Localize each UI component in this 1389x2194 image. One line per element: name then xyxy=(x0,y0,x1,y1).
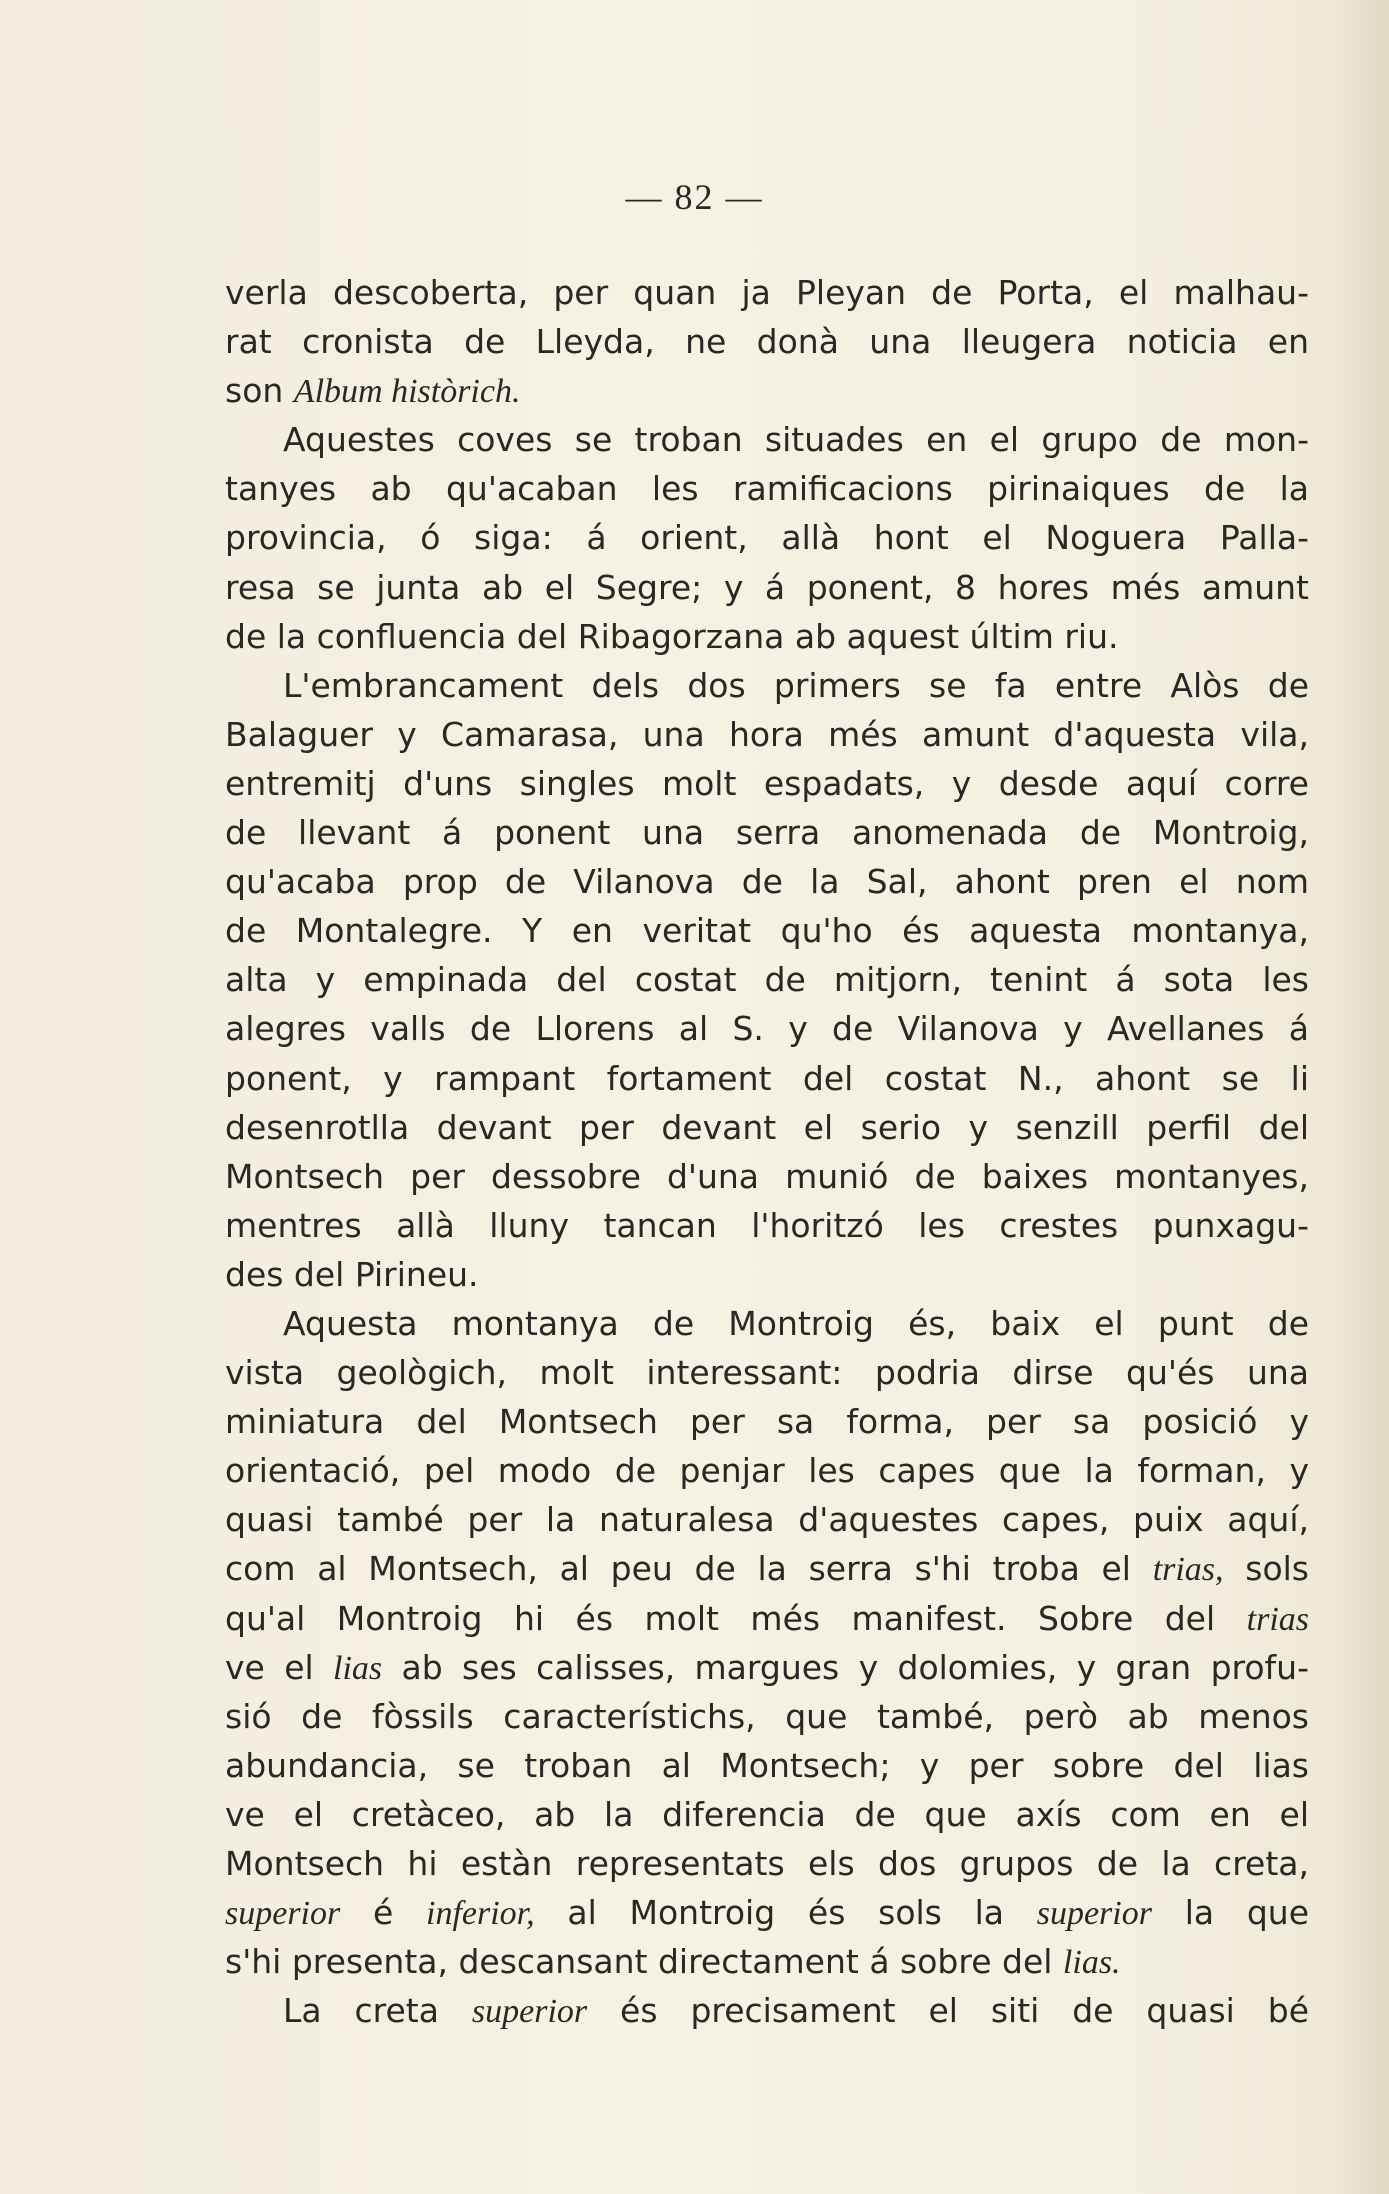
text-line xyxy=(225,1643,1309,1692)
text-line xyxy=(225,1544,1309,1593)
page-edge-shadow xyxy=(1329,0,1389,2194)
text-segment: sió de fòssils característichs, que també, però ab menos xyxy=(225,1696,1309,1736)
text-segment: és precisament el siti de quasi bé xyxy=(587,1991,1309,2031)
text-line xyxy=(225,563,1309,612)
italic-text: lias. xyxy=(1062,1944,1121,1982)
text-segment: son xyxy=(225,371,294,411)
text-line xyxy=(225,1054,1309,1103)
text-segment: Aquestes coves se troban situades en el grupo de mon- xyxy=(283,420,1309,460)
text-line xyxy=(225,1790,1309,1839)
text-line xyxy=(225,1103,1309,1152)
text-line xyxy=(225,1594,1309,1643)
text-segment: entremitj d'uns singles molt espadats, y desde aquí corre xyxy=(225,763,1309,803)
text-segment: resa se junta ab el Segre; y á ponent, 8 hores més amunt xyxy=(225,567,1309,607)
text-line xyxy=(225,1348,1309,1397)
text-line xyxy=(225,759,1309,808)
text-segment: Balaguer y Camarasa, una hora més amunt d'aquesta vila, xyxy=(225,714,1309,754)
text-line xyxy=(225,857,1309,906)
text-segment: qu'acaba prop de Vilanova de la Sal, ahont pren el nom xyxy=(225,862,1309,902)
text-segment: ve el cretàceo, ab la diferencia de que axís com en el xyxy=(225,1794,1309,1834)
text-segment: de Montalegre. Y en veritat qu'ho és aquesta montanya, xyxy=(225,911,1309,951)
text-segment: des del Pirineu. xyxy=(225,1254,479,1294)
text-line xyxy=(225,612,1309,661)
text-segment: qu'al Montroig hi és molt més manifest. Sobre del xyxy=(225,1598,1247,1638)
text-segment: miniatura del Montsech per sa forma, per sa posició y xyxy=(225,1402,1309,1442)
text-line xyxy=(225,1888,1309,1937)
text-segment: Montsech per dessobre d'una munió de baixes montanyes, xyxy=(225,1156,1309,1196)
page-number: — 82 — xyxy=(625,177,764,217)
text-segment: de la confluencia del Ribagorzana ab aquest últim riu. xyxy=(225,616,1119,656)
text-line xyxy=(225,906,1309,955)
text-line xyxy=(225,1299,1309,1348)
text-line xyxy=(225,1446,1309,1495)
italic-text: lias xyxy=(333,1649,383,1687)
text-line xyxy=(225,268,1309,317)
italic-text: trias xyxy=(1246,1600,1309,1638)
text-segment: de llevant á ponent una serra anomenada de Montroig, xyxy=(225,813,1309,853)
text-line xyxy=(225,1692,1309,1741)
text-line xyxy=(225,366,1309,415)
text-segment: desenrotlla devant per devant el serio y senzill perfil del xyxy=(225,1107,1309,1147)
text-segment: alta y empinada del costat de mitjorn, tenint á sota les xyxy=(225,960,1309,1000)
text-line xyxy=(225,1741,1309,1790)
text-segment: com al Montsech, al peu de la serra s'hi troba el xyxy=(225,1549,1153,1589)
text-segment: orientació, pel modo de penjar les capes que la forman, y xyxy=(225,1451,1309,1491)
italic-text: superior xyxy=(1036,1895,1152,1933)
text-segment: ve el xyxy=(225,1647,334,1687)
text-line xyxy=(225,1152,1309,1201)
text-line xyxy=(225,1937,1309,1986)
text-segment: é xyxy=(340,1893,427,1933)
body-text xyxy=(225,268,1309,2035)
text-line xyxy=(225,661,1309,710)
text-segment: Montsech hi estàn representats els dos grupos de la creta, xyxy=(225,1844,1309,1883)
text-line xyxy=(225,955,1309,1004)
text-line xyxy=(225,513,1309,562)
text-line xyxy=(225,415,1309,464)
italic-text: superior xyxy=(225,1895,341,1933)
text-segment: mentres allà lluny tancan l'horitzó les crestes punxagu- xyxy=(225,1205,1309,1245)
text-segment: sols xyxy=(1223,1549,1310,1589)
text-segment: ab ses calisses, margues y dolomies, y gran profu- xyxy=(382,1647,1309,1687)
text-line xyxy=(225,1004,1309,1053)
italic-text: trias, xyxy=(1152,1551,1224,1589)
text-line xyxy=(225,1201,1309,1250)
text-segment: al Montroig és sols la xyxy=(534,1893,1037,1933)
text-line xyxy=(225,1250,1309,1299)
text-segment: quasi també per la naturalesa d'aquestes capes, puix aquí, xyxy=(225,1500,1309,1540)
text-line xyxy=(225,710,1309,759)
text-line xyxy=(225,1397,1309,1446)
text-segment: rat cronista de Lleyda, ne donà una lleugera noticia en xyxy=(225,322,1309,362)
text-line xyxy=(225,1495,1309,1544)
text-line xyxy=(225,464,1309,513)
text-segment: ponent, y rampant fortament del costat N., ahont se li xyxy=(225,1058,1309,1098)
italic-text: Album històrich. xyxy=(293,373,521,411)
text-line xyxy=(225,1986,1309,2035)
text-line xyxy=(225,808,1309,857)
text-segment: alegres valls de Llorens al S. y de Vilanova y Avellanes á xyxy=(225,1009,1309,1049)
text-segment: L'embrancament dels dos primers se fa entre Alòs de xyxy=(283,665,1309,705)
text-segment: vista geològich, molt interessant: podria dirse qu'és una xyxy=(225,1353,1309,1393)
italic-text: superior xyxy=(471,1993,588,2031)
text-segment: provincia, ó siga: á orient, allà hont el Noguera Palla- xyxy=(225,518,1309,558)
text-segment: abundancia, se troban al Montsech; y per sobre del lias xyxy=(225,1745,1309,1785)
text-segment: la que xyxy=(1151,1893,1309,1933)
text-segment: La creta xyxy=(283,1991,472,2031)
text-line xyxy=(225,1839,1309,1888)
text-segment: Aquesta montanya de Montroig és, baix el punt de xyxy=(283,1303,1309,1343)
text-segment: verla descoberta, per quan ja Pleyan de Porta, el malhau- xyxy=(225,273,1309,312)
text-line xyxy=(225,317,1309,366)
italic-text: inferior, xyxy=(426,1895,535,1933)
text-segment: tanyes ab qu'acaban les ramificacions pirinaiques de la xyxy=(225,469,1309,509)
text-segment: s'hi presenta, descansant directament á sobre del xyxy=(225,1942,1063,1982)
